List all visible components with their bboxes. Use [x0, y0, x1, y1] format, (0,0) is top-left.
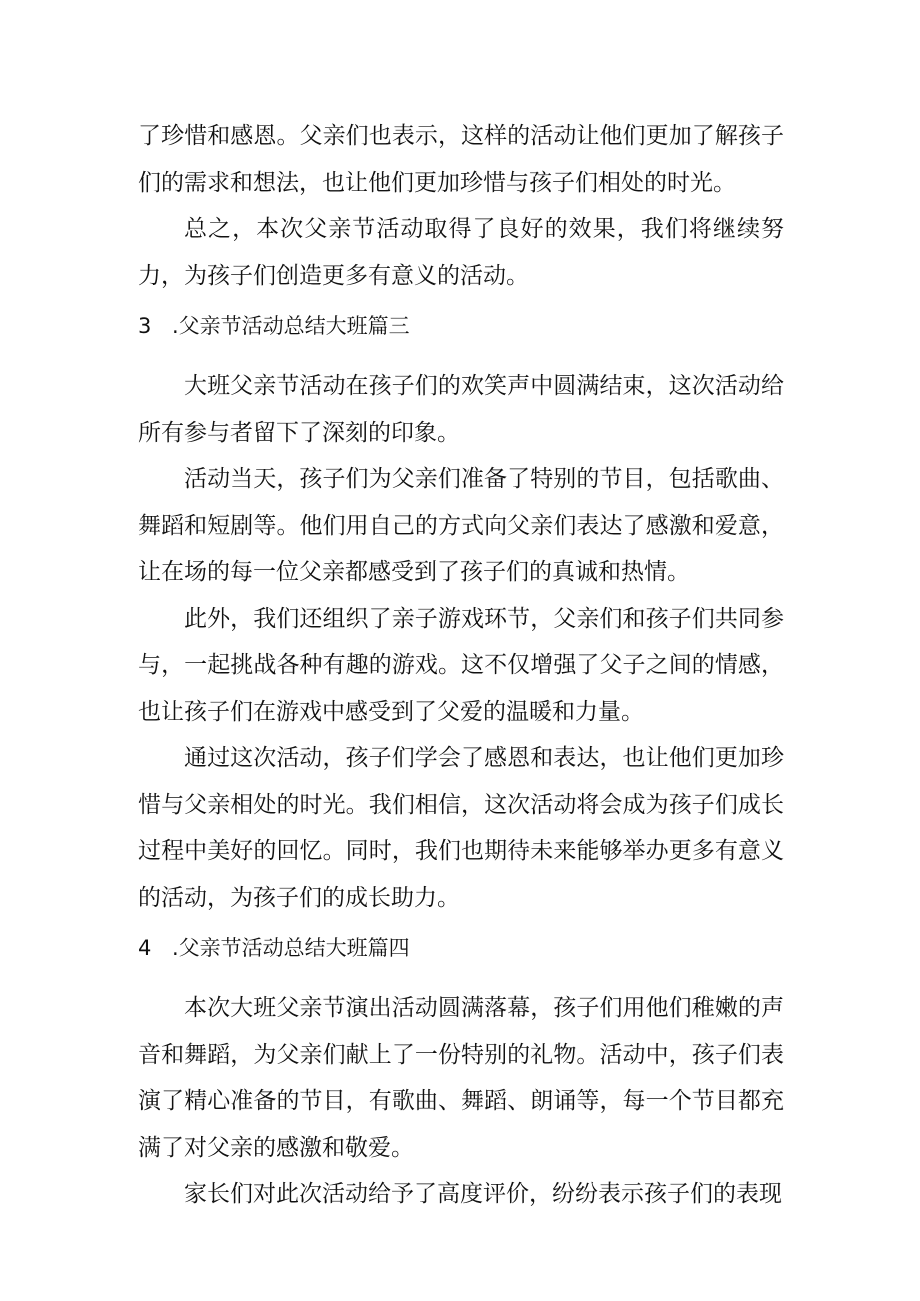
document-body	[138, 113, 784, 1218]
section-number: 4	[138, 936, 152, 960]
paragraph: 家长们对此次活动给予了高度评价，纷纷表示孩子们的表现	[184, 1181, 782, 1207]
paragraph: 本次大班父亲节演出活动圆满落幕，孩子们用他们稚嫩的声音和舞蹈，为父亲们献上了一份特别的礼物。活动中，孩子们表演了精心准备的节目，有歌曲、舞蹈、朗诵等，每一个节目都充满了对父亲的感激和敬爱。	[138, 995, 784, 1161]
paragraph: 活动当天，孩子们为父亲们准备了特别的节目，包括歌曲、舞蹈和短剧等。他们用自己的方式向父亲们表达了感激和爱意，让在场的每一位父亲都感受到了孩子们的真诚和热情。	[138, 466, 784, 585]
section-title: .父亲节活动总结大班篇四	[172, 936, 410, 960]
paragraph: 通过这次活动，孩子们学会了感恩和表达，也让他们更加珍惜与父亲相处的时光。我们相信，这次活动将会成为孩子们成长过程中美好的回忆。同时，我们也期待未来能够举办更多有意义的活动，为孩子们的成长助力。	[138, 745, 784, 911]
section-number: 3	[138, 314, 152, 338]
paragraph: 总之，本次父亲节活动取得了良好的效果，我们将继续努力，为孩子们创造更多有意义的活动。	[138, 216, 784, 289]
section-heading	[138, 921, 784, 985]
paragraph: 了珍惜和感恩。父亲们也表示，这样的活动让他们更加了解孩子们的需求和想法，也让他们更加珍惜与孩子们相处的时光。	[138, 123, 784, 196]
section-title: .父亲节活动总结大班篇三	[172, 314, 410, 338]
section-heading	[138, 299, 784, 363]
paragraph: 大班父亲节活动在孩子们的欢笑声中圆满结束，这次活动给所有参与者留下了深刻的印象。	[138, 373, 784, 446]
paragraph: 此外，我们还组织了亲子游戏环节，父亲们和孩子们共同参与，一起挑战各种有趣的游戏。这不仅增强了父子之间的情感，也让孩子们在游戏中感受到了父爱的温暖和力量。	[138, 605, 784, 725]
